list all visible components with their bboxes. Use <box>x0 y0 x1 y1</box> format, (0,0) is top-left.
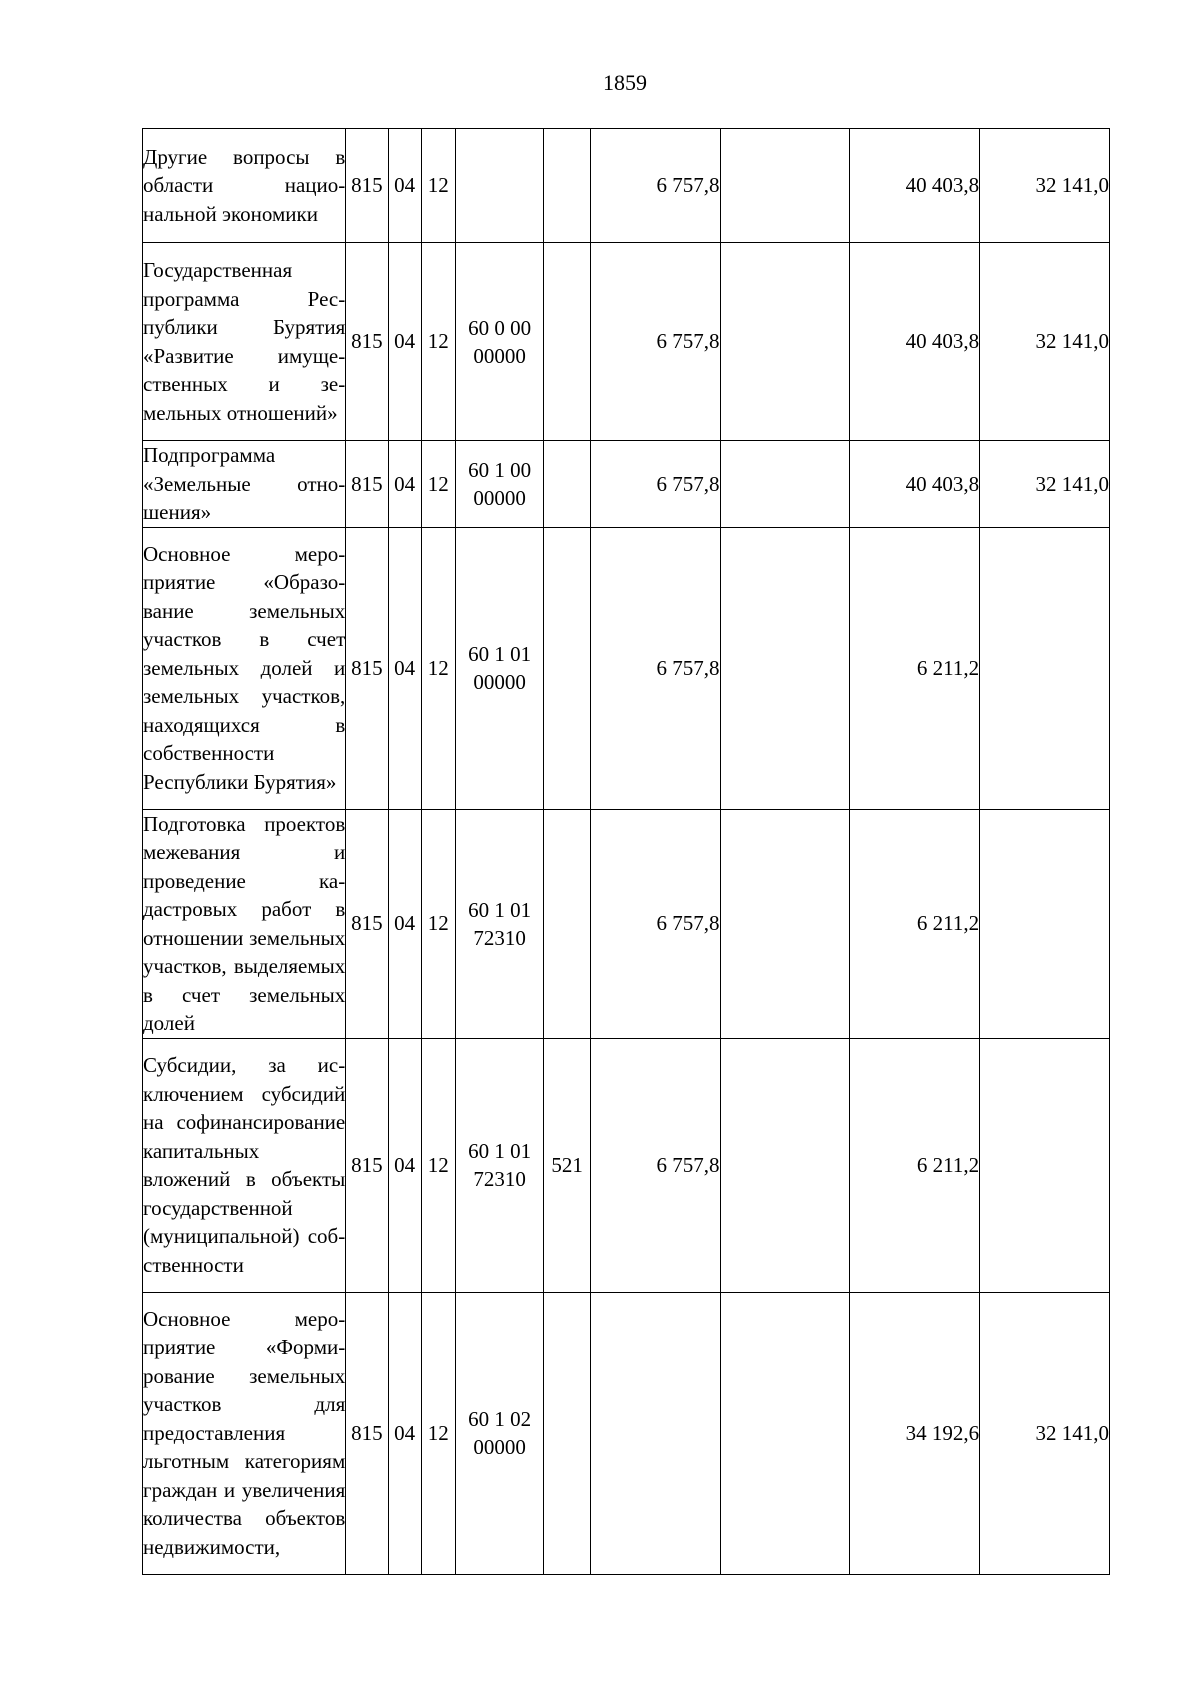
table-row <box>143 1038 1110 1292</box>
section-code: 04 <box>388 441 421 528</box>
table-row <box>143 243 1110 441</box>
grbs-code: 815 <box>346 129 388 243</box>
expense-type-code <box>544 243 590 441</box>
amount-cell <box>720 129 850 243</box>
budget-table <box>142 128 1110 1575</box>
section-code: 04 <box>388 129 421 243</box>
grbs-code: 815 <box>346 809 388 1038</box>
subsection-code: 12 <box>421 441 455 528</box>
expense-type-code <box>544 441 590 528</box>
page-number: 1859 <box>603 70 647 95</box>
amount-cell <box>720 527 850 809</box>
target-article-code: 60 1 00 00000 <box>455 441 544 528</box>
amount-cell: 32 141,0 <box>980 129 1110 243</box>
target-article-code <box>455 129 544 243</box>
amount-cell: 6 757,8 <box>590 527 720 809</box>
section-code: 04 <box>388 1038 421 1292</box>
amount-cell: 32 141,0 <box>980 243 1110 441</box>
section-code: 04 <box>388 243 421 441</box>
amount-cell <box>980 527 1110 809</box>
grbs-code: 815 <box>346 441 388 528</box>
amount-cell <box>720 1292 850 1574</box>
amount-cell <box>720 441 850 528</box>
table-row <box>143 527 1110 809</box>
subsection-code: 12 <box>421 243 455 441</box>
amount-cell: 6 757,8 <box>590 441 720 528</box>
subsection-code: 12 <box>421 527 455 809</box>
grbs-code: 815 <box>346 243 388 441</box>
amount-cell: 6 757,8 <box>590 243 720 441</box>
amount-cell <box>720 809 850 1038</box>
subsection-code: 12 <box>421 809 455 1038</box>
row-name: Другие вопросы в области национальной экономики <box>143 129 346 243</box>
amount-cell: 40 403,8 <box>850 441 980 528</box>
target-article-code: 60 1 01 72310 <box>455 1038 544 1292</box>
amount-cell: 6 757,8 <box>590 129 720 243</box>
amount-cell: 6 211,2 <box>850 527 980 809</box>
target-article-code: 60 1 01 00000 <box>455 527 544 809</box>
subsection-code: 12 <box>421 1038 455 1292</box>
table-row <box>143 129 1110 243</box>
row-name: Государственная программа Республики Бурятия «Развитие имущественных и земельных отношений» <box>143 243 346 441</box>
table-body <box>143 129 1110 1575</box>
expense-type-code <box>544 1292 590 1574</box>
amount-cell: 6 757,8 <box>590 1038 720 1292</box>
grbs-code: 815 <box>346 1292 388 1574</box>
expense-type-code <box>544 129 590 243</box>
section-code: 04 <box>388 527 421 809</box>
target-article-code: 60 1 01 72310 <box>455 809 544 1038</box>
amount-cell <box>980 809 1110 1038</box>
target-article-code: 60 0 00 00000 <box>455 243 544 441</box>
amount-cell: 40 403,8 <box>850 243 980 441</box>
amount-cell: 34 192,6 <box>850 1292 980 1574</box>
amount-cell: 6 211,2 <box>850 1038 980 1292</box>
amount-cell <box>590 1292 720 1574</box>
row-name: Основное мероприятие «Формирование земельных участков для предоставления льготным категориям граждан и увеличения количества объектов недвижимости, <box>143 1292 346 1574</box>
section-code: 04 <box>388 1292 421 1574</box>
amount-cell: 6 211,2 <box>850 809 980 1038</box>
expense-type-code: 521 <box>544 1038 590 1292</box>
amount-cell <box>720 243 850 441</box>
target-article-code: 60 1 02 00000 <box>455 1292 544 1574</box>
section-code: 04 <box>388 809 421 1038</box>
amount-cell <box>980 1038 1110 1292</box>
subsection-code: 12 <box>421 129 455 243</box>
row-name: Основное мероприятие «Образование земельных участков в счет земельных долей и земельных участков, находящихся в собственности Республики Бурятия» <box>143 527 346 809</box>
row-name: Подпрограмма «Земельные отношения» <box>143 441 346 528</box>
expense-type-code <box>544 527 590 809</box>
table-row <box>143 441 1110 528</box>
grbs-code: 815 <box>346 527 388 809</box>
expense-type-code <box>544 809 590 1038</box>
row-name: Субсидии, за исключением субсидий на софинансирование капитальных вложений в объекты государственной (муниципальной) собственности <box>143 1038 346 1292</box>
subsection-code: 12 <box>421 1292 455 1574</box>
table-row <box>143 1292 1110 1574</box>
amount-cell: 40 403,8 <box>850 129 980 243</box>
amount-cell: 32 141,0 <box>980 1292 1110 1574</box>
grbs-code: 815 <box>346 1038 388 1292</box>
amount-cell: 32 141,0 <box>980 441 1110 528</box>
table-row <box>143 809 1110 1038</box>
row-name: Подготовка проектов межевания и проведение кадастровых работ в отношении земельных участков, выделяемых в счет земельных долей <box>143 809 346 1038</box>
amount-cell: 6 757,8 <box>590 809 720 1038</box>
amount-cell <box>720 1038 850 1292</box>
